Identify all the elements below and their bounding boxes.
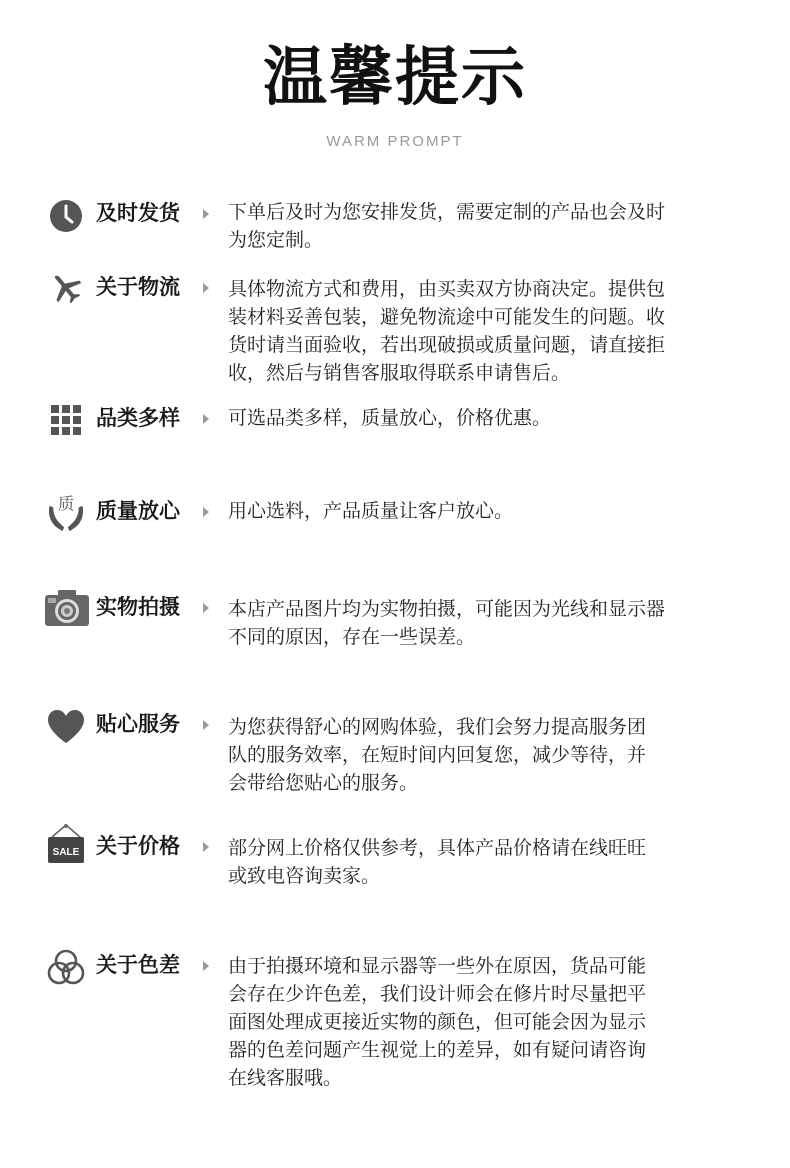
tip-text bbox=[228, 275, 748, 387]
arrow-right-icon bbox=[203, 603, 209, 613]
tip-text-line: 货时请当面验收，若出现破损或质量问题，请直接拒 bbox=[228, 334, 666, 356]
tip-text-line: 收，然后与销售客服取得联系申请售后。 bbox=[228, 362, 571, 384]
tip-text bbox=[228, 952, 748, 1092]
tip-text-line: 下单后及时为您安排发货，需要定制的产品也会及时 bbox=[228, 201, 666, 223]
arrow-right-icon bbox=[203, 507, 209, 517]
tip-label: 品类多样 bbox=[96, 406, 180, 430]
tip-text-line: 用心选料，产品质量让客户放心。 bbox=[228, 500, 514, 522]
tip-text-line: 为您定制。 bbox=[228, 229, 324, 251]
tip-label: 关于物流 bbox=[96, 275, 180, 299]
tip-text bbox=[228, 497, 748, 525]
camera-icon bbox=[44, 588, 90, 628]
tip-label: 贴心服务 bbox=[96, 712, 180, 736]
color-circles-icon bbox=[46, 946, 86, 988]
tip-text-line: 或致电咨询卖家。 bbox=[228, 865, 381, 887]
clock-icon bbox=[46, 196, 86, 236]
tip-text-line: 器的色差问题产生视觉上的差异，如有疑问请咨询 bbox=[228, 1039, 647, 1061]
quality-hands-icon bbox=[46, 488, 86, 538]
arrow-right-icon bbox=[203, 842, 209, 852]
tip-label: 质量放心 bbox=[96, 499, 180, 523]
tip-label: 及时发货 bbox=[96, 201, 180, 225]
tip-text-line: 队的服务效率，在短时间内回复您，减少等待，并 bbox=[228, 744, 647, 766]
tip-text-line: 会存在少许色差，我们设计师会在修片时尽量把平 bbox=[228, 983, 647, 1005]
tip-text-line: 可选品类多样，质量放心，价格优惠。 bbox=[228, 407, 552, 429]
tip-text bbox=[228, 595, 748, 651]
arrow-right-icon bbox=[203, 209, 209, 219]
arrow-right-icon bbox=[203, 720, 209, 730]
tip-text-line: 为您获得舒心的网购体验，我们会努力提高服务团 bbox=[228, 716, 647, 738]
tip-text-line: 本店产品图片均为实物拍摄，可能因为光线和显示器 bbox=[228, 598, 666, 620]
sale-sign-icon bbox=[46, 823, 86, 867]
tip-text-line: 在线客服哦。 bbox=[228, 1067, 343, 1089]
tip-text-line: 由于拍摄环境和显示器等一些外在原因，货品可能 bbox=[228, 955, 647, 977]
tip-text bbox=[228, 713, 748, 797]
tip-text-line: 部分网上价格仅供参考，具体产品价格请在线旺旺 bbox=[228, 837, 647, 859]
sale-sign-text: SALE bbox=[52, 847, 80, 858]
arrow-right-icon bbox=[203, 961, 209, 971]
tip-text-line: 不同的原因，存在一些误差。 bbox=[228, 626, 476, 648]
tip-text bbox=[228, 404, 748, 432]
tip-text-line: 面图处理成更接近实物的颜色，但可能会因为显示 bbox=[228, 1011, 647, 1033]
grid-icon bbox=[46, 400, 86, 440]
heart-icon bbox=[46, 707, 86, 747]
arrow-right-icon bbox=[203, 414, 209, 424]
airplane-icon bbox=[46, 268, 86, 308]
tip-label: 关于色差 bbox=[96, 953, 180, 977]
arrow-right-icon bbox=[203, 283, 209, 293]
tip-text-line: 装材料妥善包装，避免物流途中可能发生的问题。收 bbox=[228, 306, 666, 328]
tip-text-line: 具体物流方式和费用，由买卖双方协商决定。提供包 bbox=[228, 278, 666, 300]
page-subtitle: WARM PROMPT bbox=[326, 133, 464, 150]
tip-text-line: 会带给您贴心的服务。 bbox=[228, 772, 419, 794]
tip-label: 实物拍摄 bbox=[96, 595, 180, 619]
quality-icon-char: 质 bbox=[57, 494, 75, 514]
tip-text bbox=[228, 198, 748, 254]
page-title: 温馨提示 bbox=[263, 41, 527, 115]
tip-text bbox=[228, 834, 748, 890]
tip-label: 关于价格 bbox=[96, 834, 180, 858]
